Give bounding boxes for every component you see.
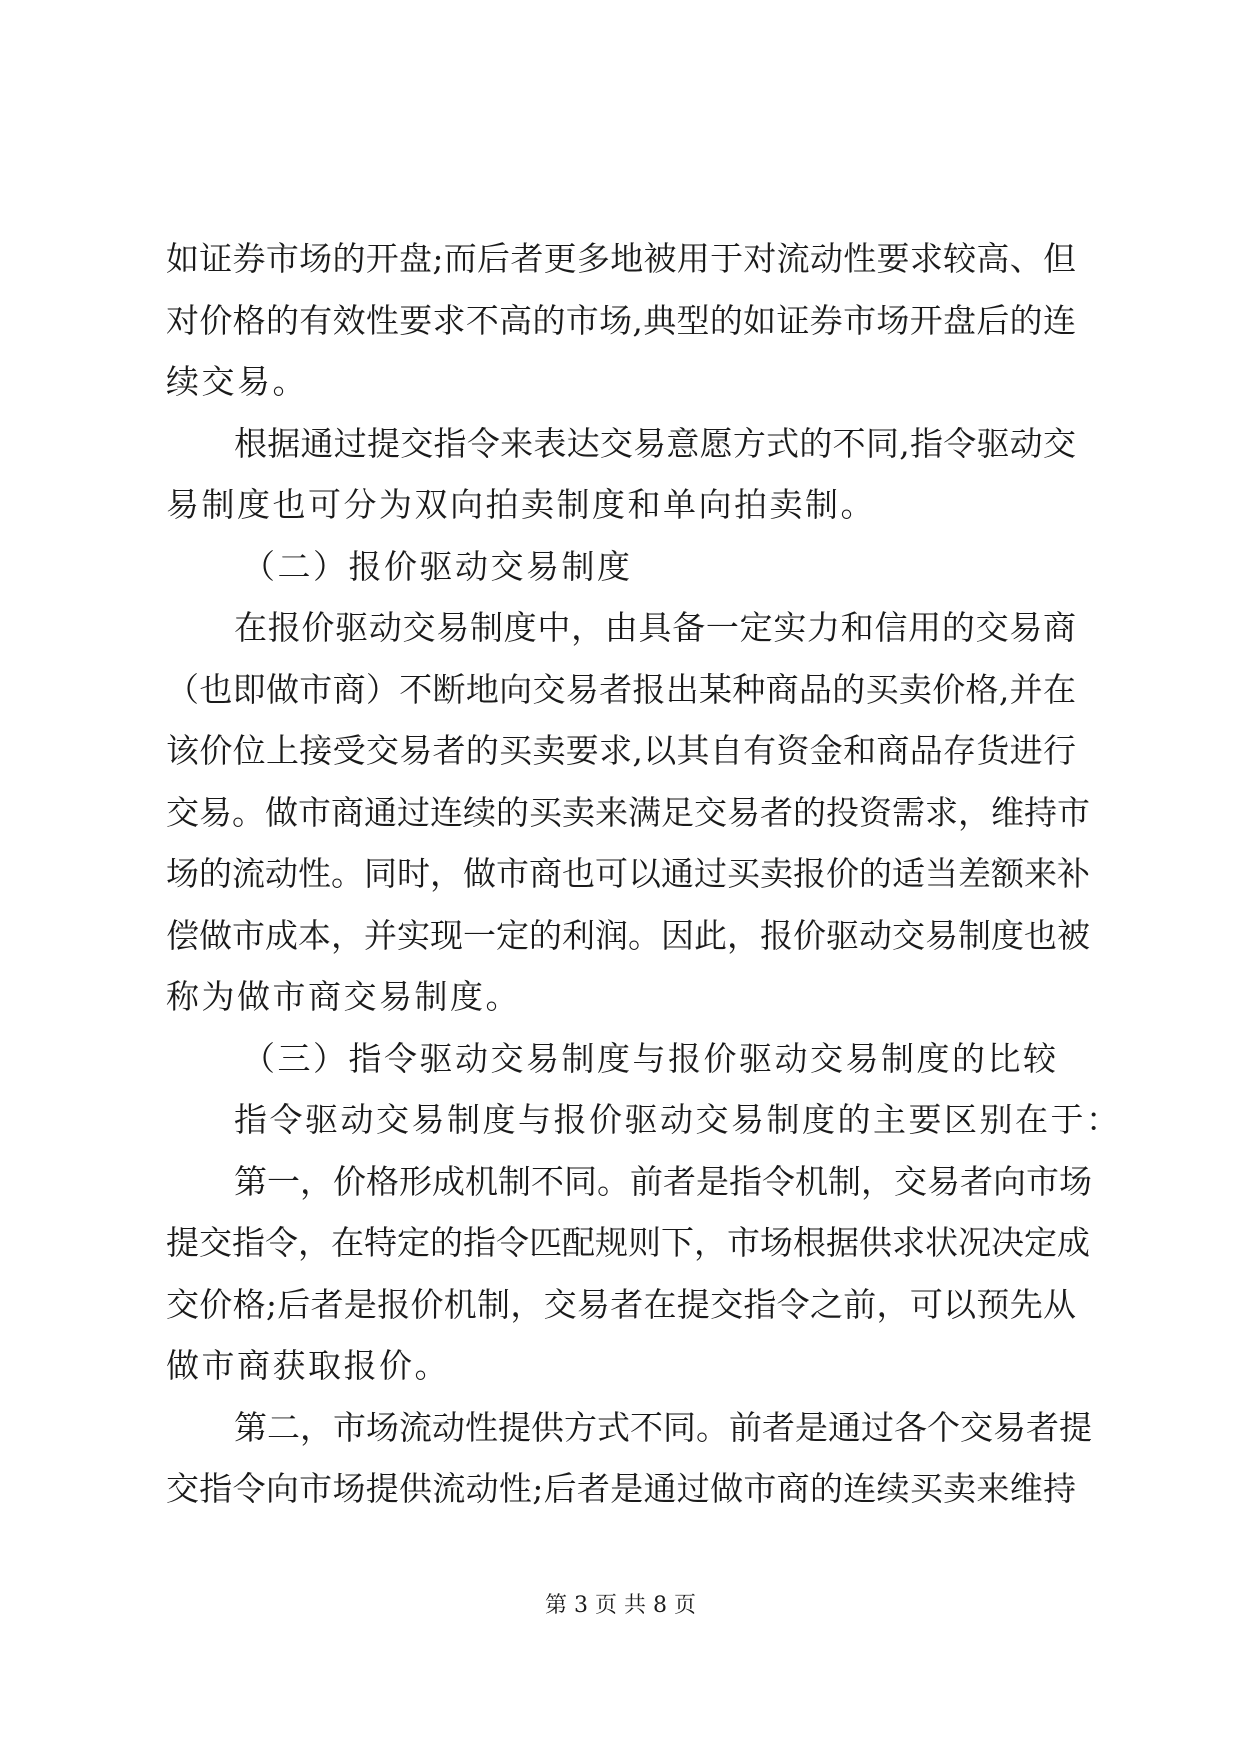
- text-line: （也即做市商）不断地向交易者报出某种商品的买卖价格,并在: [166, 669, 1076, 709]
- text-line: 交指令向市场提供流动性;后者是通过做市商的连续买卖来维持: [166, 1469, 1076, 1508]
- text-line: 交价格;后者是报价机制，交易者在提交指令之前，可以预先从: [166, 1284, 1076, 1324]
- text-line: 根据通过提交指令来表达交易意愿方式的不同,指令驱动交: [234, 423, 1076, 463]
- text-line: 指令驱动交易制度与报价驱动交易制度的主要区别在于：: [234, 1100, 1122, 1139]
- page-number-footer: 第 3 页 共 8 页: [545, 1593, 696, 1618]
- text-line: 对价格的有效性要求不高的市场,典型的如证券市场开盘后的连: [166, 300, 1076, 340]
- text-line: 续交易。: [166, 362, 308, 401]
- text-line: 第二，市场流动性提供方式不同。前者是通过各个交易者提: [234, 1407, 1092, 1447]
- text-line: 如证券市场的开盘;而后者更多地被用于对流动性要求较高、但: [166, 239, 1076, 278]
- text-line: 易制度也可分为双向拍卖制度和单向拍卖制。: [166, 485, 876, 524]
- text-line: 偿做市成本，并实现一定的利润。因此，报价驱动交易制度也被: [166, 915, 1090, 955]
- text-line: 在报价驱动交易制度中，由具备一定实力和信用的交易商: [234, 608, 1076, 647]
- text-line: 做市商获取报价。: [166, 1346, 450, 1385]
- section-heading: （二）报价驱动交易制度: [242, 546, 633, 586]
- text-line: 该价位上接受交易者的买卖要求,以其自有资金和商品存货进行: [166, 731, 1076, 770]
- section-heading: （三）指令驱动交易制度与报价驱动交易制度的比较: [242, 1038, 1059, 1078]
- text-line: 第一，价格形成机制不同。前者是指令机制，交易者向市场: [234, 1161, 1092, 1201]
- text-line: 提交指令，在特定的指令匹配规则下，市场根据供求状况决定成: [166, 1223, 1090, 1262]
- document-body: [166, 228, 1122, 1520]
- text-line: 交易。做市商通过连续的买卖来满足交易者的投资需求，维持市: [166, 792, 1090, 832]
- text-line: 场的流动性。同时，做市商也可以通过买卖报价的适当差额来补: [166, 854, 1090, 893]
- text-line: 称为做市商交易制度。: [166, 977, 521, 1016]
